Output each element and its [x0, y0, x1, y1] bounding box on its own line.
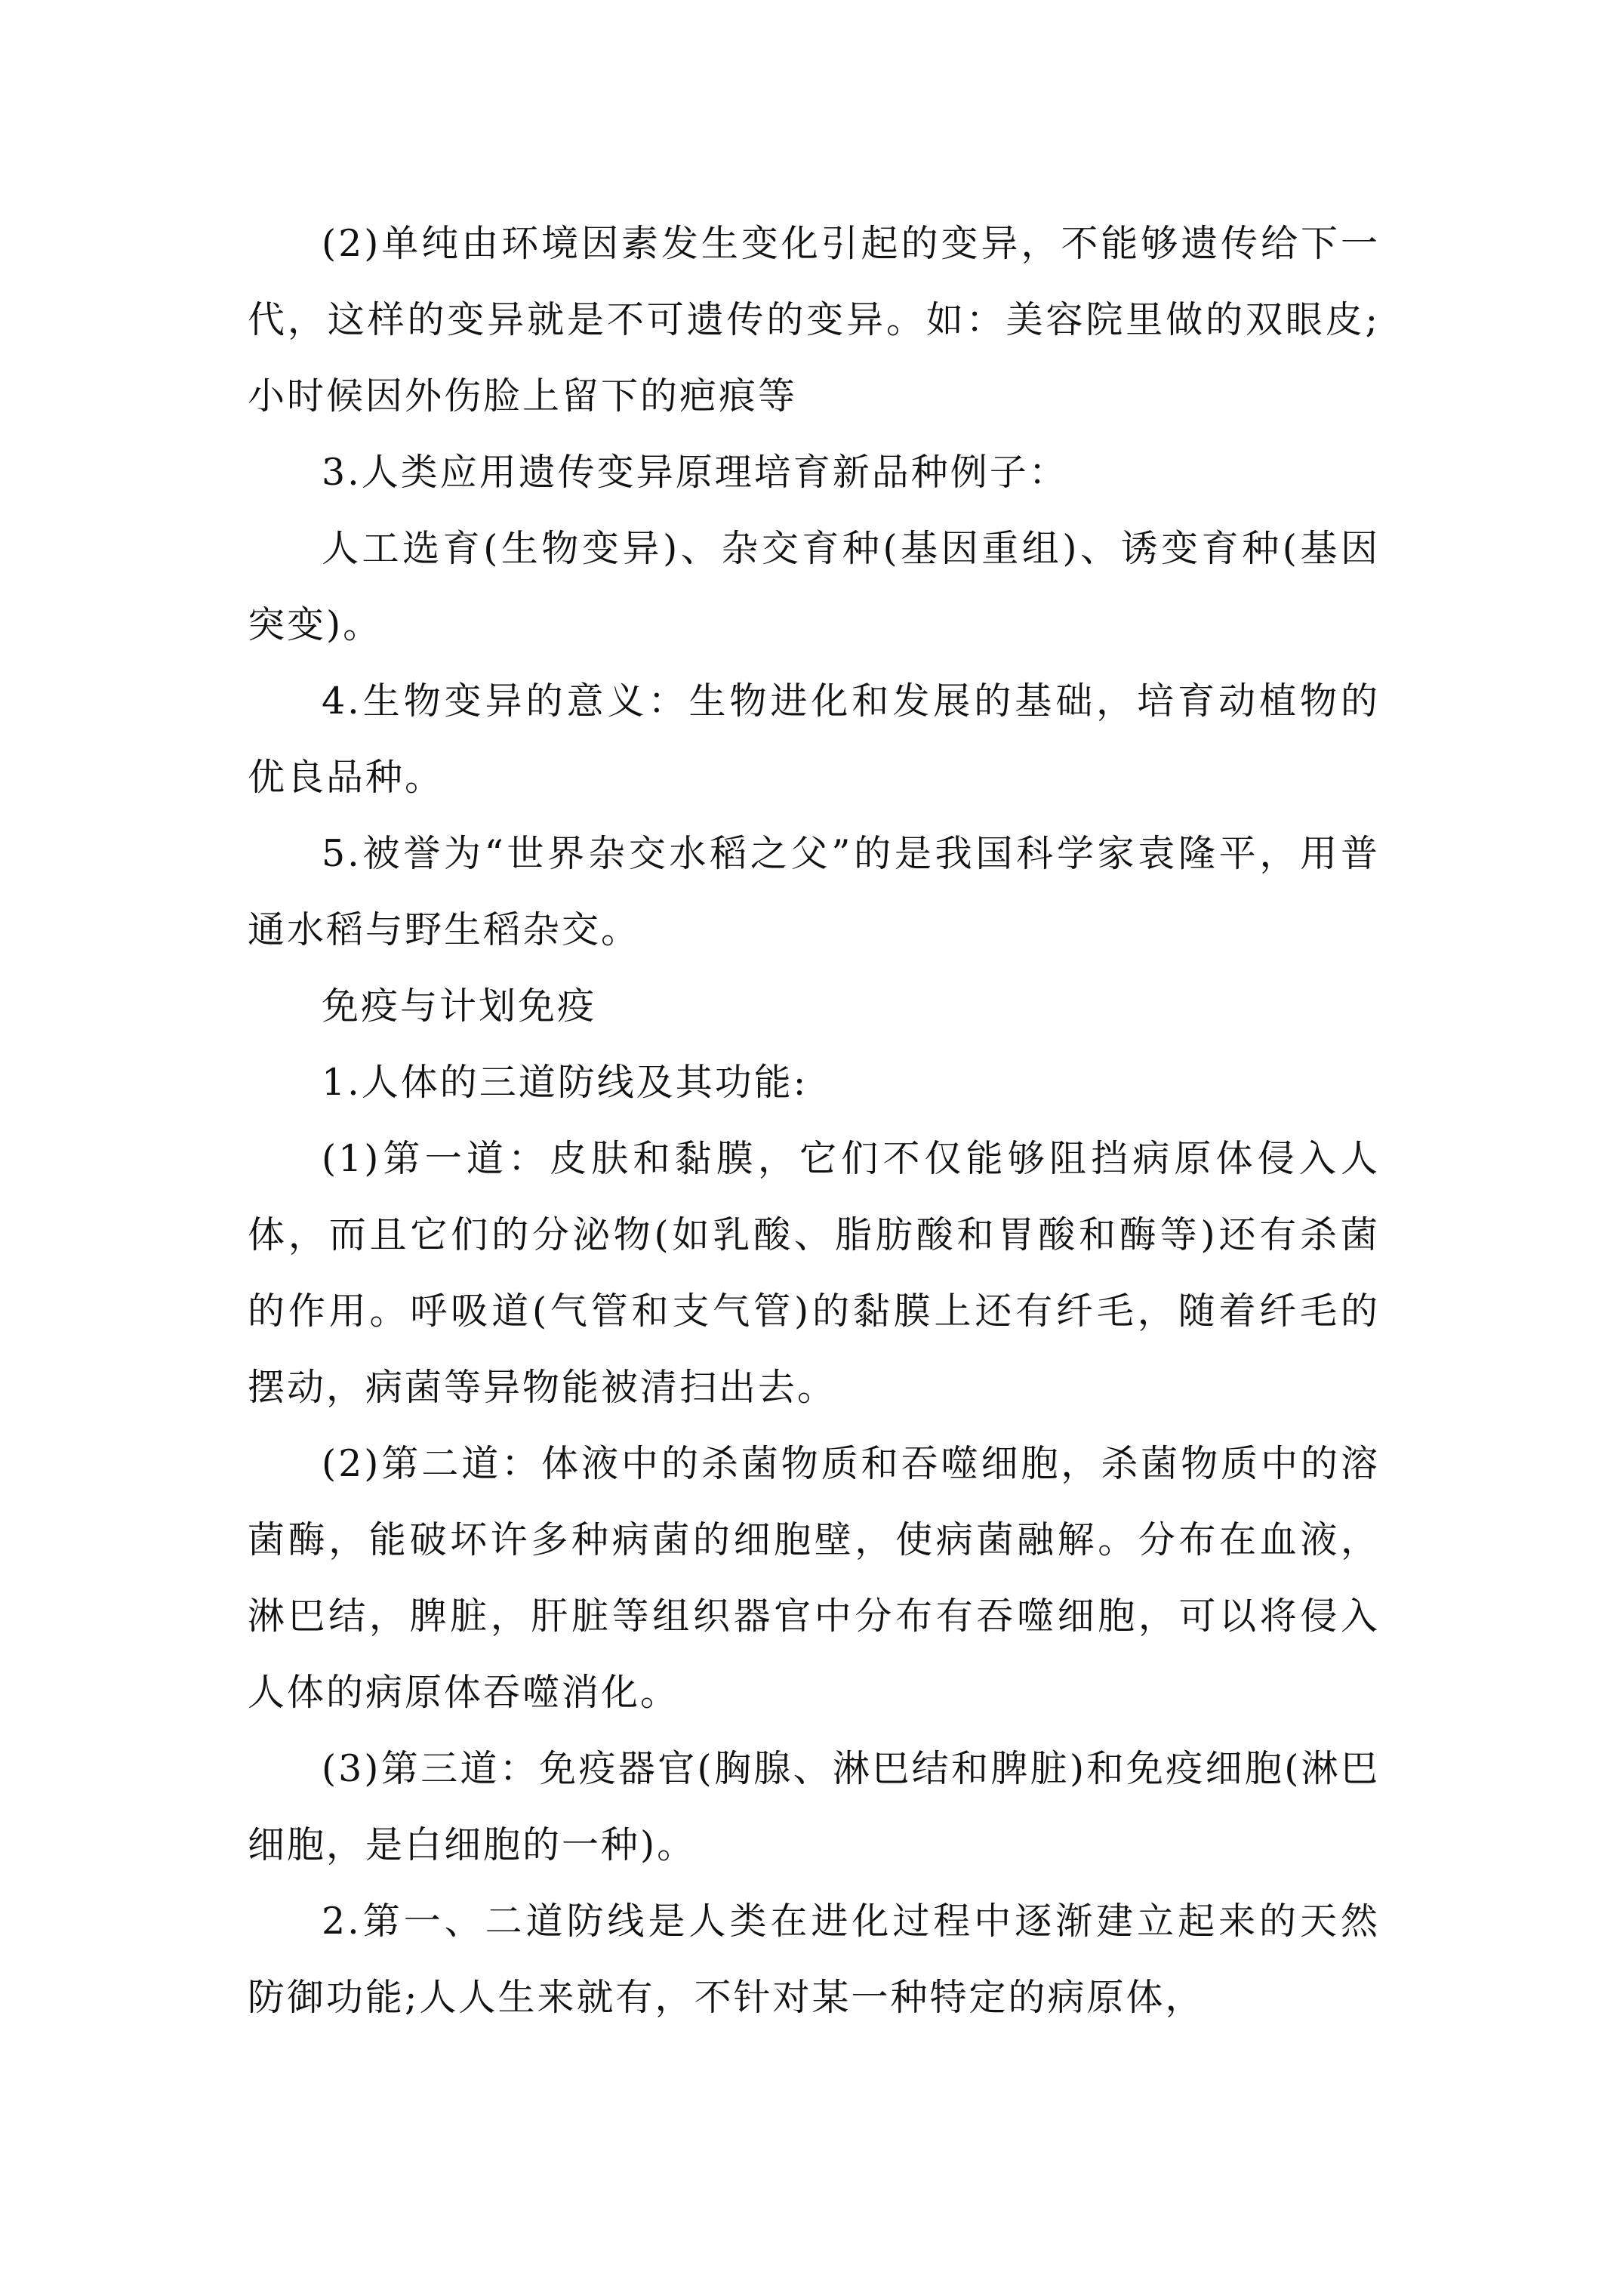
paragraph-breeding-examples-heading: 3.人类应用遗传变异原理培育新品种例子：	[322, 451, 1068, 494]
paragraph-third-defense-line: (3)第三道：免疫器官(胸腺、淋巴结和脾脏)和免疫细胞(淋巴细胞，是白细胞的一种)。	[248, 1747, 1380, 1866]
paragraph-innate-defense: 2.第一、二道防线是人类在进化过程中逐渐建立起来的天然防御功能;人人生来就有，不针对某一种特定的病原体，	[248, 1900, 1380, 2019]
paragraph-non-heritable-variation: (2)单纯由环境因素发生变化引起的变异，不能够遗传给下一代，这样的变异就是不可遗传的变异。如：美容院里做的双眼皮;小时候因外伤脸上留下的疤痕等	[248, 222, 1380, 418]
paragraph-second-defense-line: (2)第二道：体液中的杀菌物质和吞噬细胞，杀菌物质中的溶菌酶，能破坏许多种病菌的细胞壁，使病菌融解。分布在血液，淋巴结，脾脏，肝脏等组织器官中分布有吞噬细胞，可以将侵入人体的病原体吞噬消化。	[248, 1442, 1380, 1714]
paragraph-breeding-examples: 人工选育(生物变异)、杂交育种(基因重组)、诱变育种(基因突变)。	[248, 527, 1380, 646]
paragraph-three-defense-lines: 1.人体的三道防线及其功能:	[322, 1061, 808, 1104]
paragraph-variation-significance: 4.生物变异的意义：生物进化和发展的基础，培育动植物的优良品种。	[248, 680, 1380, 799]
document-body	[248, 205, 1380, 2036]
paragraph-first-defense-line: (1)第一道：皮肤和黏膜，它们不仅能够阻挡病原体侵入人体，而且它们的分泌物(如乳酸、脂肪酸和胃酸和酶等)还有杀菌的作用。呼吸道(气管和支气管)的黏膜上还有纤毛，随着纤毛的摆动，病菌等异物能被清扫出去。	[248, 1137, 1380, 1409]
paragraph-yuan-longping: 5.被誉为“世界杂交水稻之父”的是我国科学家袁隆平，用普通水稻与野生稻杂交。	[248, 832, 1380, 951]
section-heading-immunity: 免疫与计划免疫	[322, 985, 597, 1028]
